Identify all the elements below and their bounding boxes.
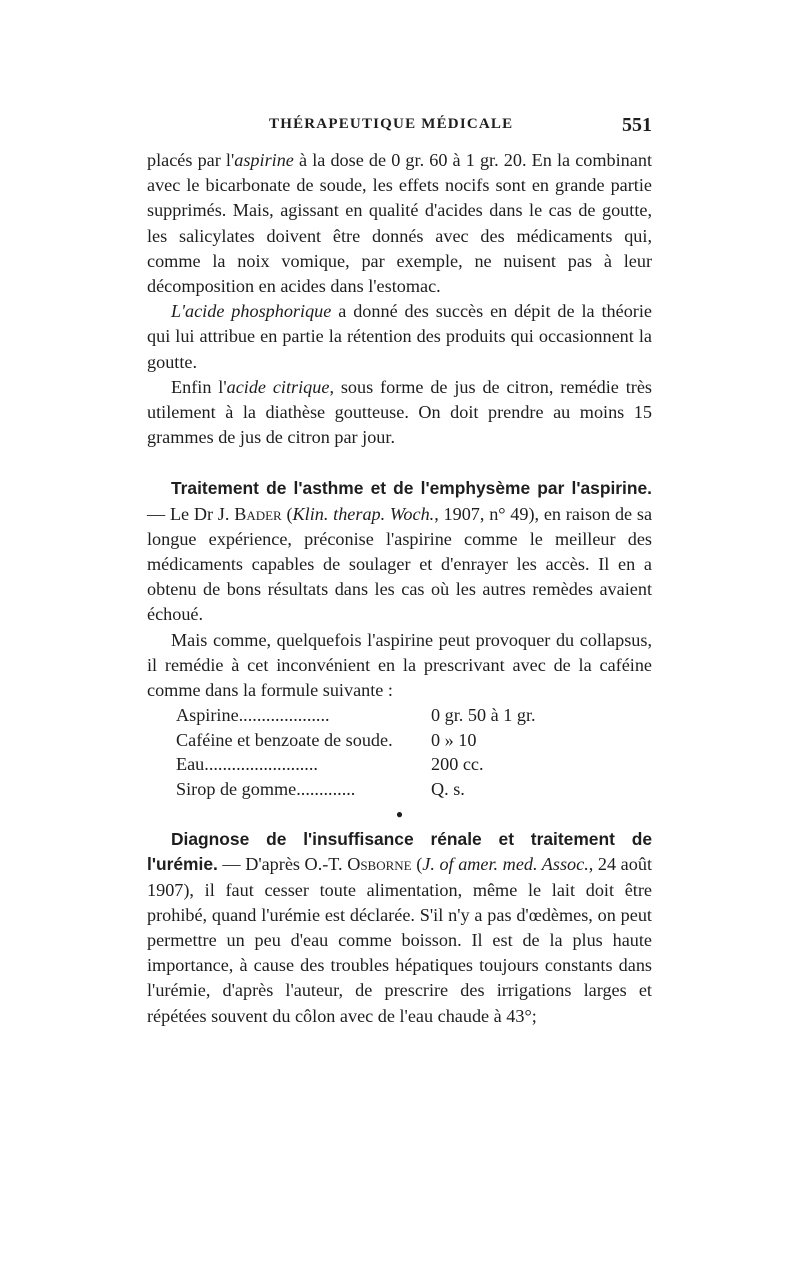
page-number: 551	[622, 114, 652, 136]
formula-row	[176, 703, 616, 728]
ingredient-quantity: Q. s.	[431, 778, 465, 799]
section-gap	[147, 450, 652, 476]
ingredient-quantity: 0 gr. 50 à 1 gr.	[431, 705, 536, 726]
running-title: THÉRAPEUTIQUE MÉDICALE	[269, 116, 514, 132]
author-name: Bader	[234, 503, 282, 524]
section-uremie: Diagnose de l'insuffisance rénale et traitement de l'urémie. — D'après O.-T. Osborne (J. of amer. med. Assoc., 24 août 1907), il faut cesser toute alimentation, même le lait doit être prohibé, quand l'urémie est déclarée. S'il n'y a pas d'œdèmes, on peut permettre un peu d'eau comme boisson. Il est de la plus haute importance, à cause des troubles hépatiques toujours constants dans l'urémie, d'après l'auteur, de prescrire des irrigations larges et répétées souvent du côlon avec de l'eau chaude à 43°;	[147, 829, 652, 1026]
paragraph-aspirine-dose: placés par l'aspirine à la dose de 0 gr. 60 à 1 gr. 20. En la combinant avec le bicarbonate de soude, les effets nocifs sont en grande partie supprimés. Mais, agissant en qualité d'acides dans le cas de goutte, les salicylates doivent être donnés avec des médicaments qui, comme la noix vomique, par exemple, ne nuisent pas à leur décomposition en acides dans l'estomac.	[147, 150, 652, 297]
page-body	[147, 148, 652, 1029]
section-heading-asthme: Traitement de l'asthme et de l'emphysème par l'aspirine.	[171, 478, 652, 499]
italic-term: acide citrique	[226, 376, 330, 397]
author-name: Osborne	[347, 854, 412, 875]
ingredient-name: Sirop de gomme.............	[176, 778, 356, 799]
running-header	[147, 116, 652, 140]
journal-title: J. of amer. med. Assoc.	[422, 854, 589, 875]
paragraph-acide-phosphorique: L'acide phosphorique a donné des succès en dépit de la théorie qui lui attribue en partie la rétention des produits qui occasionnent la goutte.	[147, 301, 652, 372]
ingredient-quantity: 0 » 10	[431, 729, 477, 750]
formula-row	[176, 752, 616, 777]
journal-title: Klin. therap. Woch.	[292, 503, 435, 524]
ingredient-name: Aspirine....................	[176, 705, 330, 726]
section-asthme: Traitement de l'asthme et de l'emphysème par l'aspirine. — Le Dr J. Bader (Klin. therap. Woch., 1907, n° 49), en raison de sa longue expérience, préconise l'aspirine comme le meilleur des médicaments capables de soulager et d'enrayer les accès. Il en a obtenu de bons résultats dans les cas où les autres remèdes avaient échoué.	[147, 478, 653, 625]
prescription-formula	[176, 703, 616, 801]
italic-term: aspirine	[234, 150, 294, 170]
paragraph-acide-citrique: Enfin l'acide citrique, sous forme de jus de citron, remédie très utilement à la diathèse goutteuse. On doit prendre au moins 15 grammes de jus de citron par jour.	[147, 376, 652, 448]
formula-row	[176, 777, 616, 802]
ingredient-name: Eau.........................	[176, 754, 318, 775]
separator-dot: ●	[395, 807, 404, 822]
italic-term: L'acide phosphorique	[171, 301, 332, 322]
formula-row	[176, 728, 616, 753]
ingredient-name: Caféine et benzoate de soude.	[176, 729, 393, 750]
paragraph-collapsus: Mais comme, quelquefois l'aspirine peut provoquer du collapsus, il remédie à cet inconvénient en la prescrivant avec de la caféine comme dans la formule suivante :	[147, 629, 652, 701]
section-heading-uremie: Diagnose de l'insuffisance rénale et traitement de l'urémie.	[147, 829, 652, 875]
ingredient-quantity: 200 cc.	[431, 754, 484, 775]
